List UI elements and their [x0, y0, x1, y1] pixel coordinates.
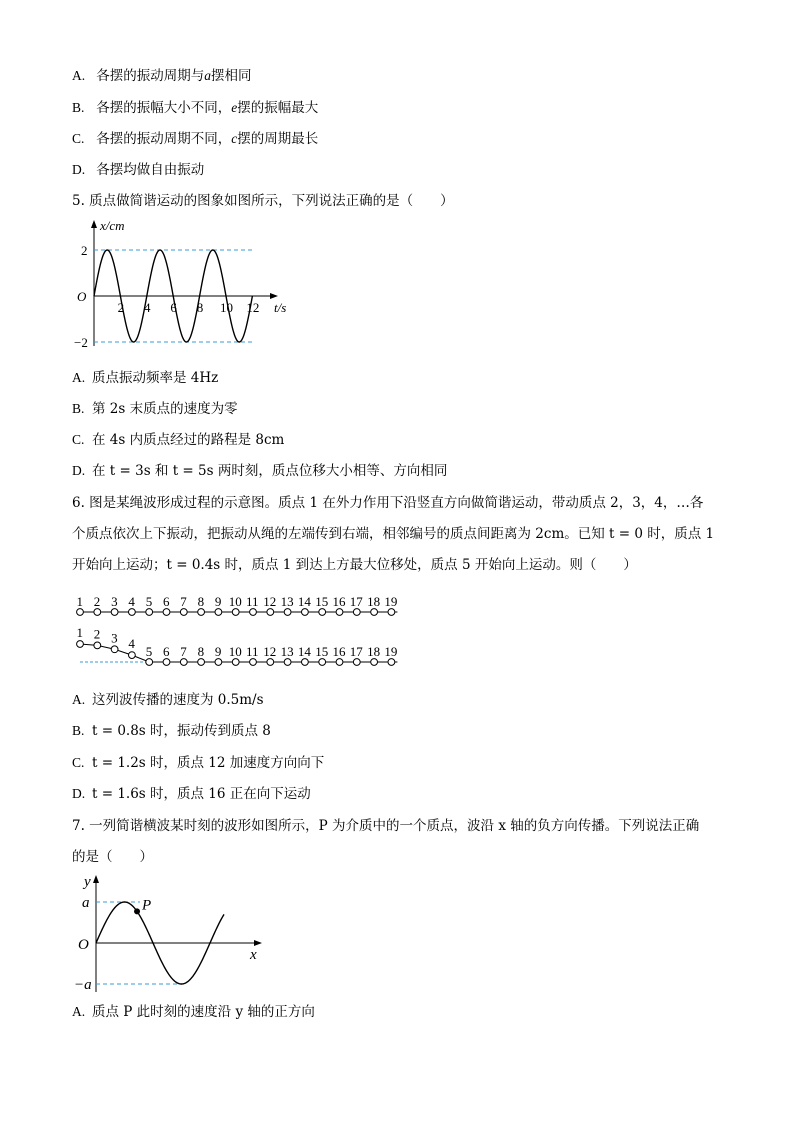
option-letter: D.: [72, 786, 86, 801]
particle-number: 7: [180, 594, 187, 609]
x-axis-arrow: [254, 940, 262, 946]
particle-number: 10: [228, 594, 242, 609]
particle-number: 5: [145, 644, 153, 659]
particle-number: 11: [246, 594, 259, 609]
x-tick-label: 6: [170, 300, 177, 315]
x-tick-labels: [118, 300, 260, 315]
particle-number: 3: [111, 594, 118, 609]
particle-number: 9: [214, 644, 222, 659]
y-tick-bottom: −2: [74, 335, 88, 350]
q6-option-b: [72, 722, 271, 740]
particle-number: 1: [76, 625, 83, 640]
particle-number: 19: [384, 594, 398, 609]
rope-particle: [319, 609, 326, 616]
rope-particle: [302, 609, 309, 616]
particle-number: 17: [349, 644, 363, 659]
q6-stem-line-1: 6. 图是某绳波形成过程的示意图。质点 1 在外力作用下沿竖直方向做简谐运动，带动质点 2，3，4，…各: [72, 495, 704, 511]
particle-number: 19: [384, 644, 398, 659]
particle-number: 2: [93, 626, 101, 642]
option-letter: D.: [72, 162, 86, 177]
rope-particle: [129, 652, 136, 659]
option-text: 第 2s 末质点的速度为零: [92, 401, 238, 417]
rope-particle: [163, 659, 170, 666]
q5-stem: 5. 质点做简谐运动的图象如图所示，下列说法正确的是（ ）: [72, 193, 454, 209]
rope-particle: [267, 609, 274, 616]
option-text: 各摆的振幅大小不同，: [96, 100, 232, 116]
particle-number: 12: [263, 644, 277, 659]
rope-particle: [146, 609, 153, 616]
particle-number: 3: [111, 630, 118, 646]
x-axis-label: t/s: [274, 300, 287, 315]
q4-option-d: [72, 161, 204, 179]
rope-particle: [198, 609, 205, 616]
option-letter: B.: [72, 401, 85, 416]
option-tail: 摆的振幅最大: [237, 100, 319, 116]
x-axis-arrow: [270, 293, 278, 299]
origin-label: O: [77, 289, 87, 304]
particle-number: 17: [349, 594, 363, 609]
particle-number: 6: [163, 644, 170, 659]
rope-particle: [111, 609, 118, 616]
particle-number: 11: [246, 644, 259, 659]
x-tick-label: 12: [246, 300, 260, 315]
point-p-label: P: [142, 897, 152, 914]
particle-number: 12: [263, 594, 277, 609]
option-var: a: [204, 68, 212, 83]
particle-number: 8: [197, 594, 205, 609]
particle-number: 14: [297, 594, 311, 609]
rope-particle: [388, 659, 395, 666]
q6-option-c: [72, 754, 324, 772]
particle-number: 4: [128, 636, 135, 652]
particle-number: 8: [197, 644, 205, 659]
x-tick-label: 2: [117, 300, 125, 315]
q7-wave-graph: [72, 870, 272, 996]
rope-particle: [215, 659, 222, 666]
particle-number: 6: [163, 594, 170, 609]
rope-particle: [267, 659, 274, 666]
rope-particle: [319, 659, 326, 666]
option-letter: C.: [72, 131, 85, 146]
option-letter: C.: [72, 432, 85, 447]
rope-particle: [215, 609, 222, 616]
rope-particle: [146, 659, 153, 666]
q5-option-b: [72, 400, 238, 418]
option-letter: C.: [72, 755, 85, 770]
option-letter: A.: [72, 68, 86, 83]
particle-number: 16: [332, 644, 346, 659]
q4-option-b: [72, 99, 318, 117]
option-text: t = 1.2s 时，质点 12 加速度方向向下: [92, 755, 325, 771]
particle-number: 4: [128, 594, 135, 609]
q5-displacement-time-graph: [74, 216, 304, 356]
option-letter: A.: [72, 370, 86, 385]
rope-particle: [232, 609, 239, 616]
amplitude-top-label: a: [82, 895, 90, 911]
rope-particle: [250, 609, 257, 616]
particle-number: 13: [280, 594, 294, 609]
q7-stem-line-1: 7. 一列简谐横波某时刻的波形如图所示，P 为介质中的一个质点，波沿 x 轴的负方向传播。下列说法正确: [72, 818, 700, 834]
option-letter: B.: [72, 100, 85, 115]
y-axis-arrow: [91, 220, 97, 228]
option-letter: A.: [72, 692, 86, 707]
origin-label: O: [78, 937, 89, 953]
rope-particle: [232, 659, 239, 666]
rope-particle: [94, 642, 101, 649]
rope-particle: [284, 659, 291, 666]
amplitude-bottom-label: −a: [74, 977, 92, 993]
rope-particle: [336, 659, 343, 666]
y-axis-arrow: [93, 875, 99, 883]
rope-particle: [302, 659, 309, 666]
option-letter: D.: [72, 463, 86, 478]
rope-particle: [94, 609, 101, 616]
option-letter: A.: [72, 1004, 86, 1019]
particle-number: 14: [297, 644, 311, 659]
rope-particle: [77, 641, 84, 648]
x-tick-label: 8: [196, 300, 204, 315]
q6-stem-line-3: 开始向上运动；t = 0.4s 时，质点 1 到达上方最大位移处，质点 5 开始向上运动。则（ ）: [72, 557, 637, 573]
q4-option-a: [72, 67, 252, 85]
particle-number: 7: [180, 644, 187, 659]
rope-particle: [250, 659, 257, 666]
particle-number: 18: [367, 644, 381, 659]
q5-option-d: [72, 462, 447, 480]
rope-particle: [163, 609, 170, 616]
rope-particle: [371, 609, 378, 616]
q4-option-c: [72, 130, 318, 148]
option-text: 在 4s 内质点经过的路程是 8cm: [92, 432, 285, 448]
rope-particle: [284, 609, 291, 616]
option-text: 质点 P 此时刻的速度沿 y 轴的正方向: [92, 1004, 315, 1020]
x-tick-label: 10: [220, 300, 233, 315]
particle-number: 16: [332, 594, 346, 609]
y-axis-label: x/cm: [100, 218, 125, 233]
particle-number: 5: [145, 594, 153, 609]
q6-option-a: [72, 691, 264, 709]
x-axis-label: x: [250, 947, 257, 963]
rope-particle: [371, 659, 378, 666]
option-text: t = 1.6s 时，质点 16 正在向下运动: [92, 786, 311, 802]
particle-number: 13: [280, 644, 294, 659]
q6-option-d: [72, 785, 311, 803]
rope-particle: [336, 609, 343, 616]
option-text: 这列波传播的速度为 0.5m/s: [92, 692, 264, 708]
rope-particle: [180, 659, 187, 666]
q6-stem-line-2: 个质点依次上下振动，把振动从绳的左端传到右端，相邻编号的质点间距离为 2cm。已知 t = 0 时，质点 1: [72, 526, 715, 542]
particle-number: 2: [93, 594, 101, 609]
q6-rope-wave-diagram: [72, 590, 412, 672]
particle-number: 9: [214, 594, 222, 609]
q5-option-a: [72, 369, 218, 387]
option-text: 各摆均做自由振动: [96, 162, 205, 178]
rope-particle: [353, 659, 360, 666]
y-tick-top: 2: [81, 243, 88, 258]
option-letter: B.: [72, 723, 85, 738]
rope-particle: [77, 609, 84, 616]
option-tail: 摆相同: [211, 68, 252, 84]
option-text: 各摆的振动周期不同，: [96, 131, 232, 147]
option-var: e: [231, 100, 238, 115]
q7-stem-line-2: 的是（ ）: [72, 849, 153, 865]
option-var: c: [231, 131, 238, 146]
rope-particle: [198, 659, 205, 666]
x-tick-label: 4: [144, 300, 151, 315]
y-axis-label: y: [84, 874, 91, 890]
rope-particle: [111, 646, 118, 653]
particle-number: 18: [367, 594, 381, 609]
rope-t04-row: [77, 625, 398, 665]
option-text: t = 0.8s 时，振动传到质点 8: [92, 723, 271, 739]
option-text: 在 t = 3s 和 t = 5s 两时刻，质点位移大小相等、方向相同: [92, 463, 448, 479]
q5-option-c: [72, 431, 284, 449]
rope-particle: [388, 609, 395, 616]
q7-option-a: [72, 1003, 315, 1021]
rope-particle: [353, 609, 360, 616]
rope-particle: [129, 609, 136, 616]
point-p-marker: [134, 908, 140, 914]
particle-number: 15: [315, 644, 329, 659]
particle-number: 15: [315, 594, 329, 609]
rope-initial-row: [77, 594, 398, 615]
option-text: 各摆的振动周期与: [96, 68, 205, 84]
option-tail: 摆的周期最长: [237, 131, 319, 147]
rope-particle: [180, 609, 187, 616]
particle-number: 10: [228, 644, 242, 659]
particle-number: 1: [76, 594, 83, 609]
option-text: 质点振动频率是 4Hz: [92, 370, 219, 386]
